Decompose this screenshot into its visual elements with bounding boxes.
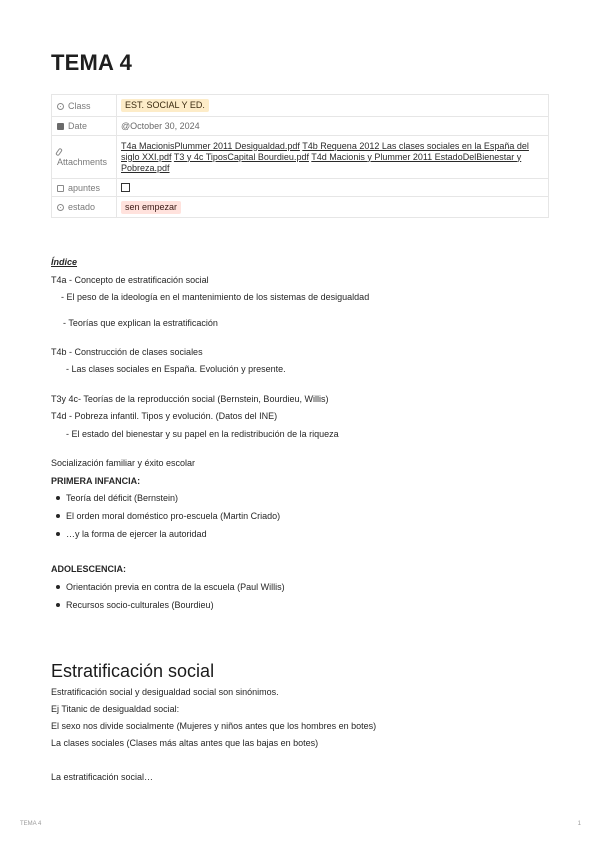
property-label: Class <box>68 100 91 111</box>
property-label: estado <box>68 202 96 212</box>
checkbox-icon <box>57 185 64 192</box>
indice-line: - El estado del bienestar y su papel en la redistribución de la riqueza <box>66 429 339 439</box>
circle-dot-icon <box>57 204 64 211</box>
socializacion-intro: Socialización familiar y éxito escolar <box>51 458 196 468</box>
paragraph: Ej Titanic de desigualdad social: <box>51 704 180 714</box>
attachment-link[interactable]: T4a MacionisPlummer 2011 Desigualdad.pdf <box>121 140 300 151</box>
indice-line: T4a - Concepto de estratificación social <box>51 275 209 285</box>
list-item: El orden moral doméstico pro-escuela (Martin Criado) <box>56 511 280 529</box>
apuntes-checkbox[interactable] <box>121 183 130 192</box>
list-item: …y la forma de ejercer la autoridad <box>56 529 280 547</box>
indice-line: - Las clases sociales en España. Evolución y presente. <box>66 364 286 374</box>
circle-dot-icon <box>57 103 64 110</box>
adolescencia-list <box>56 582 285 618</box>
attachment-link[interactable]: T4d Macionis y Plummer 2011 EstadoDelBienestar y Pobreza.pdf <box>121 151 522 173</box>
adolescencia-heading: ADOLESCENCIA: <box>51 564 127 574</box>
paragraph: Estratificación social y desigualdad social son sinónimos. <box>51 687 279 697</box>
primera-infancia-heading: PRIMERA INFANCIA: <box>51 476 141 486</box>
status-tag[interactable]: sen empezar <box>121 201 181 214</box>
paragraph: El sexo nos divide socialmente (Mujeres y niños antes que los hombres en botes) <box>51 721 377 731</box>
property-row-estado <box>52 197 549 218</box>
paragraph: La estratificación social… <box>51 772 154 782</box>
properties-table <box>51 94 549 218</box>
indice-line: - Teorías que explican la estratificación <box>63 318 218 328</box>
list-item: Orientación previa en contra de la escuela (Paul Willis) <box>56 582 285 600</box>
list-item: Teoría del déficit (Bernstein) <box>56 493 280 511</box>
property-label: Date <box>68 121 88 131</box>
indice-line: - El peso de la ideología en el mantenimiento de los sistemas de desigualdad <box>61 292 370 302</box>
list-item: Recursos socio-culturales (Bourdieu) <box>56 600 285 618</box>
property-label: Attachments <box>57 157 108 167</box>
page-title: TEMA 4 <box>51 50 133 75</box>
paragraph: La clases sociales (Clases más altas antes que las bajas en botes) <box>51 738 319 748</box>
indice-line: T4b - Construcción de clases sociales <box>51 347 203 357</box>
indice-heading: Índice <box>51 257 78 267</box>
property-row-class <box>52 95 549 117</box>
primera-infancia-list <box>56 493 280 547</box>
property-row-attachments <box>52 136 549 179</box>
calendar-icon <box>57 123 64 130</box>
footer-title: TEMA 4 <box>20 821 42 827</box>
attachment-link[interactable]: T4b Requena 2012 Las clases sociales en la España del siglo XXI.pdf <box>121 140 529 162</box>
indice-line: T3y 4c- Teorías de la reproducción social (Bernstein, Bourdieu, Willis) <box>51 394 329 404</box>
page-number: 1 <box>577 821 581 827</box>
attachment-link[interactable]: T3 y 4c TiposCapital Bourdieu.pdf <box>173 151 309 162</box>
property-label: apuntes <box>68 182 101 193</box>
class-tag[interactable]: EST. SOCIAL Y ED. <box>121 99 209 112</box>
section-heading: Estratificación social <box>51 661 215 681</box>
indice-line: T4d - Pobreza infantil. Tipos y evolución. (Datos del INE) <box>51 411 278 421</box>
property-row-apuntes <box>52 179 549 197</box>
date-value[interactable]: @October 30, 2024 <box>121 120 200 131</box>
property-row-date <box>52 117 549 136</box>
paperclip-icon <box>55 148 63 157</box>
